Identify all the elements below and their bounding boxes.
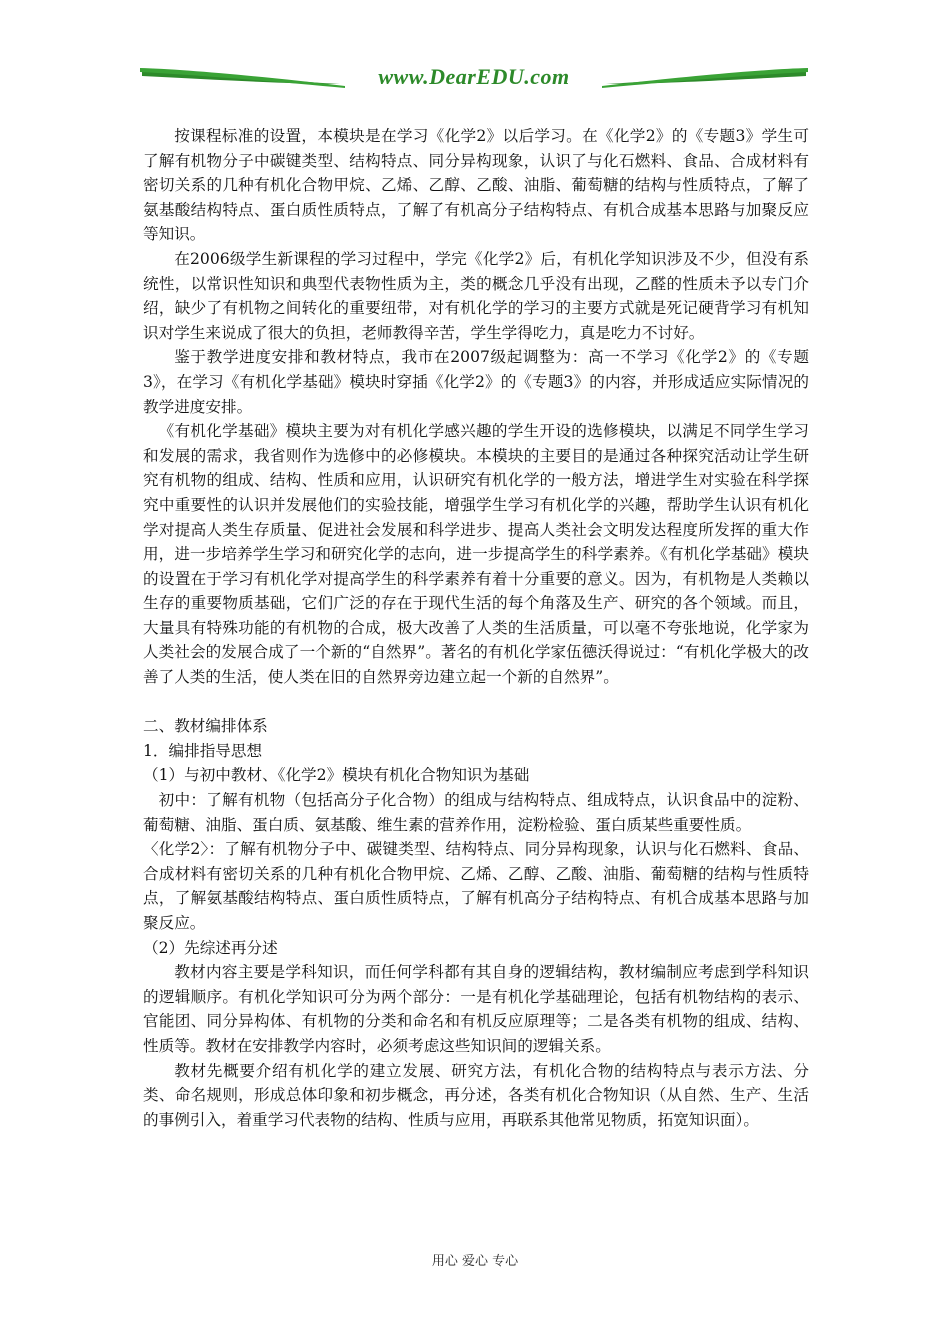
paragraph-3: 鉴于教学进度安排和教材特点，我市在2007级起调整为：高一不学习《化学2》的《专题3》，在学习《有机化学基础》模块时穿插《化学2》的《专题3》的内容，并形成适应实际情况的教学进度安排。 — [143, 348, 809, 416]
point1-chem2-text: 〈化学2〉：了解有机物分子中、碳键类型、结构特点、同分异构现象，认识与化石燃料、食品、合成材料有密切关系的几种有机化合物甲烷、乙烯、乙醇、乙酸、油脂、葡萄糖的结构与性质特点，了解氨基酸结构特点、蛋白质性质特点，了解有机高分子结构特点、有机合成基本思路与加聚反应。 — [143, 840, 809, 932]
paragraph-2: 在2006级学生新课程的学习过程中，学完《化学2》后，有机化学知识涉及不少，但没有系统性，以常识性知识和典型代表物性质为主，类的概念几乎没有出现，乙醛的性质未予以专门介绍，缺少了有机物之间转化的重要纽带，对有机化学的学习的主要方式就是死记硬背学习有机知识对学生来说成了很大的负担，老师教得辛苦，学生学得吃力，真是吃力不讨好。 — [143, 249, 809, 342]
site-logo-text: www.DearEDU.com — [378, 64, 570, 89]
section-heading: 二、教材编排体系 — [143, 717, 268, 736]
document-body — [143, 124, 809, 1132]
site-header — [140, 62, 808, 98]
point2-paragraph-2: 教材先概要介绍有机化学的建立发展、研究方法，有机化合物的结构特点与表示方法、分类、命名规则，形成总体印象和初步概念，再分述，各类有机化合物知识（从自然、生产、生活的事例引入，着重学习代表物的结构、性质与应用，再联系其他常见物质，拓宽知识面）。 — [143, 1061, 809, 1129]
section-subheading: 1．编排指导思想 — [143, 741, 263, 760]
point2-title: （2）先综述再分述 — [143, 938, 278, 957]
page-footer: 用心 爱心 专心 — [431, 1254, 519, 1269]
paragraph-gap — [143, 690, 809, 715]
point1-title: （1）与初中教材、《化学2》模块有机化合物知识为基础 — [143, 766, 530, 785]
point2-paragraph-1: 教材内容主要是学科知识，而任何学科都有其自身的逻辑结构，教材编制应考虑到学科知识的逻辑顺序。有机化学知识可分为两个部分：一是有机化学基础理论，包括有机物结构的表示、官能团、同分异构体、有机物的分类和命名和有机反应原理等；二是各类有机物的组成、结构、性质等。教材在安排教学内容时，必须考虑这些知识间的逻辑关系。 — [143, 963, 809, 1055]
paragraph-1: 按课程标准的设置，本模块是在学习《化学2》以后学习。在《化学2》的《专题3》学生可了解有机物分子中碳键类型、结构特点、同分异构现象，认识了与化石燃料、食品、合成材料有密切关系的几种有机化合物甲烷、乙烯、乙醇、乙酸、油脂、葡萄糖的结构与性质特点，了解了氨基酸结构特点、蛋白质性质特点，了解了有机高分子结构特点、有机合成基本思路与加聚反应等知识。 — [143, 127, 809, 244]
paragraph-4: 《有机化学基础》模块主要为对有机化学感兴趣的学生开设的选修模块，以满足不同学生学习和发展的需求，我省则作为选修中的必修模块。本模块的主要目的是通过各种探究活动让学生研究有机物的组成、结构、性质和应用，认识研究有机化学的一般方法，增进学生对实验在科学探究中重要性的认识并发展他们的实验技能，增强学生学习有机化学的兴趣，帮助学生认识有机化学对提高人类生存质量、促进社会发展和科学进步、提高人类社会文明发达程度所发挥的重大作用，进一步培养学生学习和研究化学的志向，进一步提高学生的科学素养。《有机化学基础》模块的设置在于学习有机化学对提高学生的科学素养有着十分重要的意义。因为，有机物是人类赖以生存的重要物质基础，它们广泛的存在于现代生活的每个角落及生产、研究的各个领域。而且，大量具有特殊功能的有机物的合成，极大改善了人类的生活质量，可以毫不夸张地说，化学家为人类社会的发展合成了一个新的“自然界”。著名的有机化学家伍德沃得说过：“有机化学极大的改善了人类的生活，使人类在旧的自然界旁边建立起一个新的自然界”。 — [143, 422, 809, 687]
point1-junior-text: 初中：了解有机物（包括高分子化合物）的组成与结构特点、组成特点，认识食品中的淀粉、葡萄糖、油脂、蛋白质、氨基酸、维生素的营养作用，淀粉检验、蛋白质某些重要性质。 — [143, 791, 809, 834]
